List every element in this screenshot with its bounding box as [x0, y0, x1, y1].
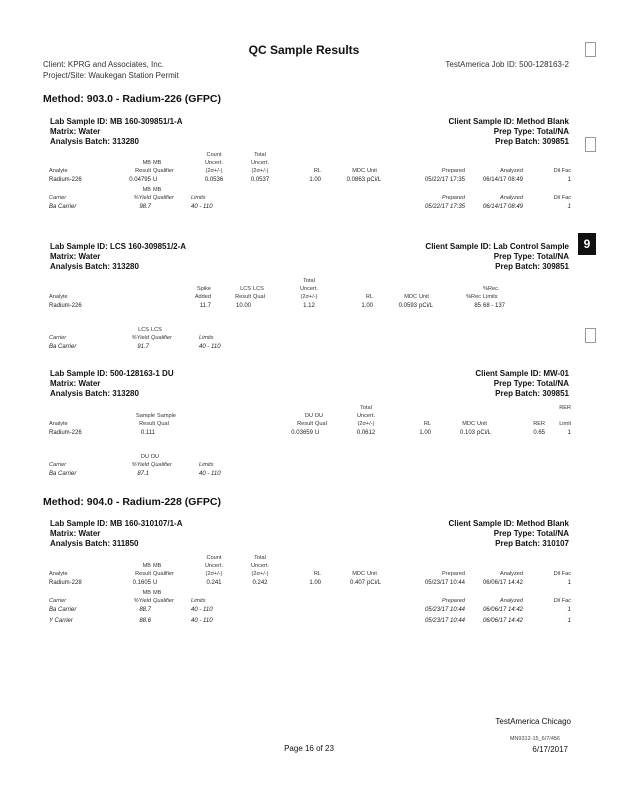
scan-mark — [585, 328, 596, 343]
table-row: Ba Carrier 87.1 40 - 110 — [49, 470, 221, 477]
mb2-header-right — [449, 519, 569, 549]
scan-mark — [585, 42, 596, 57]
analysis-batch: Analysis Batch: 313280 — [50, 389, 139, 398]
client-sample-id: Client Sample ID: Method Blank — [448, 117, 569, 126]
du-header-right — [475, 369, 569, 399]
footer-company: TestAmerica Chicago — [495, 717, 571, 726]
prep-batch: Prep Batch: 309851 — [495, 262, 569, 271]
analysis-batch: Analysis Batch: 311850 — [50, 539, 139, 548]
lcs-carrier-table: LCS LCS Carrier %Yield Qualifier Limits Ba Carrier 91.7 40 - 110 — [48, 325, 248, 352]
section-tab: 9 — [578, 233, 596, 255]
prep-type: Prep Type: Total/NA — [493, 379, 569, 388]
prep-type: Prep Type: Total/NA — [493, 529, 569, 538]
du-header-left — [50, 369, 174, 399]
page-title: QC Sample Results — [248, 43, 360, 57]
mb-header-left — [50, 117, 183, 147]
matrix: Matrix: Water — [50, 127, 101, 136]
client-sample-id: Client Sample ID: Lab Control Sample — [425, 242, 569, 251]
mb-result-table: Count Total MB MB Uncert. Uncert. Analyte Result Qualifier (2σ+/-) (2σ+/-) RL MDC Unit Prepared Analyzed Dil Fac Radium-226 0.04795 U 0.0536 0.0537 1.00 0.0863 pCi/L 05/22/17 17:35 06/14/17 08:49 1 MB MB Carrier %Yield Qualifier Limits Prepared Analyzed Dil Fac Ba Carrier 98.7 40 - 110 05/22/17 17:35 06/14/17 08:49 1 — [48, 150, 572, 212]
mb-header-right — [449, 117, 569, 147]
lab-sample-id: Lab Sample ID: LCS 160-309851/2-A — [50, 242, 187, 251]
project-site: Project/Site: Waukegan Station Permit — [43, 71, 179, 80]
table-row: Y Carrier 88.6 40 - 110 05/23/17 10:44 06/06/17 14:42 1 — [49, 617, 571, 624]
method-title: Method: 903.0 - Radium-226 (GFPC) — [43, 93, 221, 105]
table-row: Radium-226 0.111 0.03659 U 0.0612 1.00 0.103 pCi/L 0.65 1 — [49, 429, 571, 436]
table-row: Radium-228 0.1605 U 0.241 0.242 1.00 0.407 pCi/L 05/23/17 10:44 06/06/17 14:42 1 — [49, 579, 571, 586]
page-number: Page 16 of 23 — [284, 744, 334, 753]
matrix: Matrix: Water — [50, 379, 101, 388]
client-name: Client: KPRG and Associates, Inc. — [43, 60, 164, 69]
analysis-batch: Analysis Batch: 313280 — [50, 262, 139, 271]
du-result-table: Total RER Sample Sample DU DU Uncert. Analyte Result Qual Result Qual (2σ+/-) RL MDC Unit RER Limit Radium-226 0.111 0.03659 U 0.0612 1.00 0.103 pCi/L 0.65 1 — [48, 403, 572, 438]
table-row: Radium-226 11.7 10.00 1.12 1.00 0.0593 pCi/L 85 68 - 137 — [49, 302, 506, 309]
prep-batch: Prep Batch: 309851 — [495, 389, 569, 398]
matrix: Matrix: Water — [50, 529, 101, 538]
prep-type: Prep Type: Total/NA — [493, 127, 569, 136]
prep-batch: Prep Batch: 309851 — [495, 137, 569, 146]
lab-sample-id: Lab Sample ID: MB 160-309851/1-A — [50, 117, 183, 126]
prep-type: Prep Type: Total/NA — [493, 252, 569, 261]
mb2-result-table: Count Total MB MB Uncert. Uncert. Analyte Result Qualifier (2σ+/-) (2σ+/-) RL MDC Unit Prepared Analyzed Dil Fac Radium-228 0.1605 U 0.241 0.242 1.00 0.407 pCi/L 05/23/17 10:44 06/06/17 14:42 1 MB MB Carrier %Yield Qualifier Limits Prepared Analyzed Dil Fac Ba Carrier 88.7 40 - 110 05/23/17 10:44 06/06/17 14:42 1 Y Carrier 88.6 40 - 110 05/23/17 10:44 06/06/17 14:42 1 — [48, 553, 572, 626]
lab-sample-id: Lab Sample ID: 500-128163-1 DU — [50, 369, 174, 378]
footer-code: MN9312-15_6/7/456 — [509, 736, 560, 742]
du-carrier-table: DU DU Carrier %Yield Qualifier Limits Ba Carrier 87.1 40 - 110 — [48, 452, 248, 479]
matrix: Matrix: Water — [50, 252, 101, 261]
footer-date: 6/17/2017 — [532, 745, 568, 754]
lcs-header-left — [50, 242, 186, 272]
method-title: Method: 904.0 - Radium-228 (GFPC) — [43, 496, 221, 508]
table-row: Ba Carrier 88.7 40 - 110 05/23/17 10:44 06/06/17 14:42 1 — [49, 606, 571, 613]
lcs-result-table: Total Spike LCS LCS Uncert. %Rec. Analyte Added Result Qual (2σ+/-) RL MDC Unit %Rec Limits Radium-226 11.7 10.00 1.12 1.00 0.0593 pCi/L 85 68 - 137 — [48, 276, 528, 311]
table-row: Ba Carrier 91.7 40 - 110 — [49, 343, 221, 350]
prep-batch: Prep Batch: 310107 — [495, 539, 569, 548]
lab-sample-id: Lab Sample ID: MB 160-310107/1-A — [50, 519, 183, 528]
scan-mark — [585, 137, 596, 152]
table-row: Ba Carrier 98.7 40 - 110 05/22/17 17:35 06/14/17 08:49 1 — [49, 203, 571, 210]
job-id: TestAmerica Job ID: 500-128163-2 — [445, 60, 569, 69]
analysis-batch: Analysis Batch: 313280 — [50, 137, 139, 146]
client-sample-id: Client Sample ID: Method Blank — [448, 519, 569, 528]
table-row: Radium-226 0.04795 U 0.0536 0.0537 1.00 0.0863 pCi/L 05/22/17 17:35 06/14/17 08:49 1 — [49, 176, 571, 183]
client-sample-id: Client Sample ID: MW-01 — [475, 369, 569, 378]
mb2-header-left — [50, 519, 183, 549]
lcs-header-right — [425, 242, 569, 272]
